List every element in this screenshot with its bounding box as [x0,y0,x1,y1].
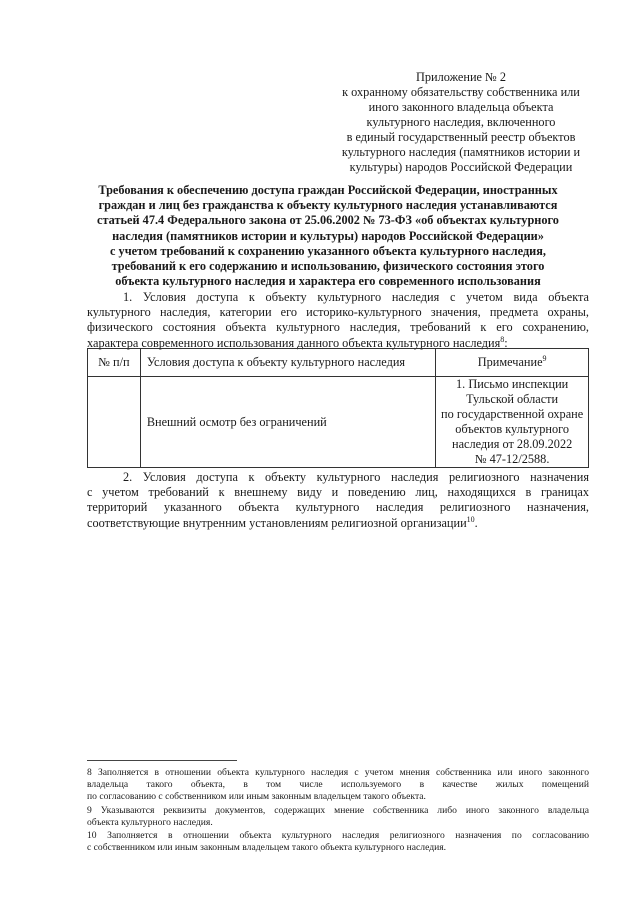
note-line: Тульской области [466,392,559,406]
appendix-line: культуры) народов Российской Федерации [349,160,573,174]
appendix-line: Приложение № 2 [415,70,507,84]
paragraph-line: 2. Условия доступа к объекту культурного наследия религиозного назначения [123,470,589,484]
header-number: № п/п [88,349,141,377]
punctuation: : [504,335,508,350]
paragraph-line: культурного наследия, категории его историко-культурного значения, предмета охраны, [87,305,589,320]
appendix-line: в единый государственный реестр объектов [346,130,576,144]
footnote-line: по согласованию с собственником или иным законным владельцем такого объекта. [87,791,426,803]
note-line: объектов культурного [455,422,570,436]
footnote-divider [87,760,237,761]
paragraph-line: территорий указанного объекта культурного наследия религиозного назначения, [87,500,589,515]
note-text [436,377,588,467]
footnote-10 [87,830,589,854]
footnotes [87,767,589,855]
cell-number [88,377,141,468]
table-row [88,377,589,468]
footnote-ref-9: 9 [542,353,547,363]
footnote-ref-10: 10 [466,514,475,524]
title-line: требований к его содержанию и использованию, физического состояния этого [111,259,545,274]
section-2-paragraph [87,470,589,531]
appendix-line: к охранному обязательству собственника или [342,85,580,99]
table-header-row [88,349,589,377]
header-note-label: Примечание [477,355,543,369]
footnote-line: 8 Заполняется в отношении объекта культурного наследия с учетом мнения собственника или иного законного [87,767,589,778]
header-note [436,349,589,377]
footnote-line: владельца такого объекта, в том числе используемого в качестве жилых помещений [87,779,589,791]
title-line: граждан и лиц без гражданства к объекту культурного наследия устанавливаются [98,198,558,213]
paragraph-line: с учетом требований к внешнему виду и поведению лиц, находящихся в границах [87,485,589,500]
cell-conditions: Внешний осмотр без ограничений [140,377,435,468]
appendix-header [330,70,592,175]
paragraph-line [87,516,589,531]
note-line: № 47-12/2588. [474,452,550,466]
title-line: объекта культурного наследия и характера его современного использования [115,274,541,289]
appendix-line: культурного наследия, включенного [366,115,556,129]
appendix-line: иного законного владельца объекта [368,100,554,114]
note-line: наследия от 28.09.2022 [451,437,573,451]
paragraph-text: характера современного использования данного объекта культурного наследия [87,335,501,350]
footnote-line: объекта культурного наследия. [87,816,213,828]
title-line: с учетом требований к сохранению указанного объекта культурного наследия, [110,243,546,258]
cell-note [436,377,589,468]
paragraph-text: соответствующие внутренним установлениям религиозной организации [87,515,467,530]
paragraph-line: физического состояния объекта культурного наследия, требований к его сохранению, [87,320,589,335]
title-line: наследия (памятников истории и культуры) народов Российской Федерации» [112,228,544,243]
footnote-line: с собственником или иным законным владельцем такого объекта культурного наследия. [87,842,447,854]
footnote-line: 9 Указываются реквизиты документов, содержащих мнение собственника либо иного законного владельца [87,804,589,816]
document-title [70,183,586,289]
footnote-9 [87,805,589,829]
footnote-8 [87,767,589,804]
appendix-line: культурного наследия (памятников истории и [341,145,581,159]
title-line: статьей 47.4 Федерального закона от 25.06.2002 № 73-ФЗ «об объектах культурного [97,213,559,228]
footnote-ref-8: 8 [500,334,505,344]
title-line: Требования к обеспечению доступа граждан Российской Федерации, иностранных [98,183,558,197]
note-line: 1. Письмо инспекции [456,377,569,391]
header-conditions: Условия доступа к объекту культурного наследия [140,349,435,377]
access-conditions-table [87,348,589,468]
note-line: по государственной охране [441,407,584,421]
footnote-line: 10 Заполняется в отношении объекта культурного наследия религиозного назначения по согласованию [87,830,589,842]
paragraph-line: 1. Условия доступа к объекту культурного наследия с учетом вида объекта [123,290,589,304]
section-1-paragraph [87,290,589,351]
punctuation: . [474,515,478,530]
